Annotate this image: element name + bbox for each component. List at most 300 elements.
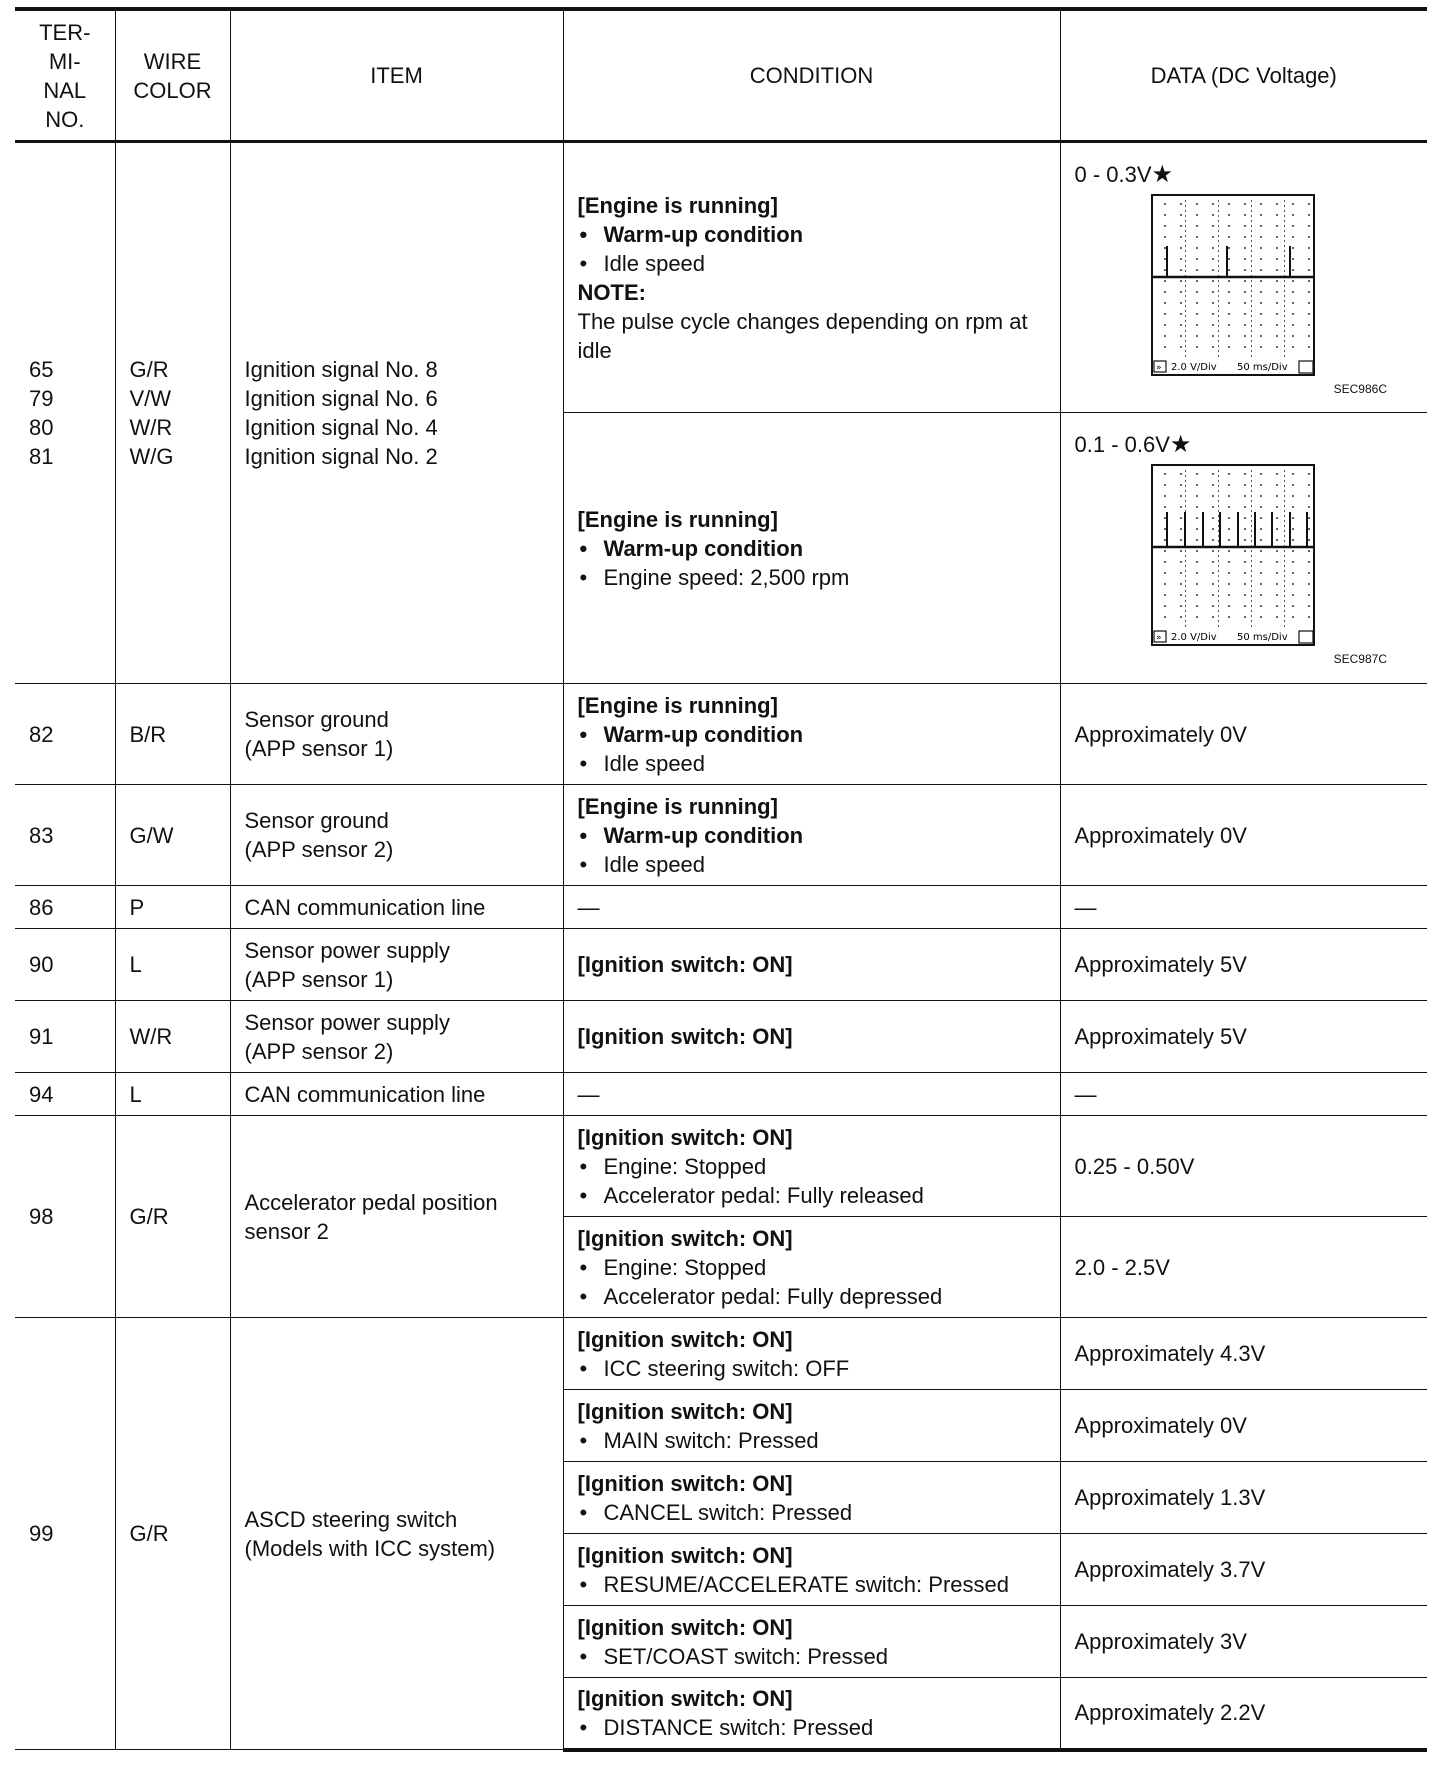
scope-grid-tick [1284,305,1285,307]
scope-grid-dot [1228,291,1230,293]
scope-grid-dot [1244,269,1246,271]
scope-grid-dot [1228,214,1230,216]
scope-grid-tick [1284,600,1285,602]
star-icon: ★ [1151,160,1174,188]
scope-grid-dot [1260,550,1262,552]
wire-color-cell: G/R V/W W/R W/G [115,142,230,684]
scope-grid-tick [1218,530,1219,532]
scope-grid-dot [1228,561,1230,563]
scope-grid-dot [1180,269,1182,271]
scope-grid-dot [1212,594,1214,596]
scope-grid-dot [1244,203,1246,205]
scope-grid-dot [1276,203,1278,205]
header-condition: CONDITION [563,9,1060,142]
scope-grid-dot [1228,335,1230,337]
scope-grid-tick [1185,300,1186,302]
scope-grid-tick [1185,355,1186,357]
scope-grid-dot [1308,324,1310,326]
scope-grid-tick [1218,480,1219,482]
scope-grid-dot [1308,335,1310,337]
scope-grid-tick [1284,250,1285,252]
scope-grid-tick [1251,475,1252,477]
scope-grid-tick [1218,600,1219,602]
scope-grid-tick [1284,530,1285,532]
data-cell [1060,413,1427,684]
data-cell: Approximately 2.2V [1060,1678,1427,1750]
scope-grid-tick [1185,490,1186,492]
scope-grid-dot [1196,214,1198,216]
scope-grid-dot [1292,258,1294,260]
scope-grid-tick [1218,615,1219,617]
scope-grid-tick [1251,485,1252,487]
scope-grid-dot [1228,539,1230,541]
scope-grid-dot [1164,346,1166,348]
scope-grid-dot [1244,605,1246,607]
scope-grid-dot [1308,561,1310,563]
scope-grid-dot [1260,572,1262,574]
condition-cell: [Engine is running] • Warm-up condition • Idle speed [563,684,1060,785]
wire-color-cell: L [115,929,230,1001]
scope-grid-tick [1218,215,1219,217]
scope-grid-dot [1212,550,1214,552]
scope-grid-dot [1228,269,1230,271]
scope-grid-tick [1284,585,1285,587]
scope-grid-dot [1212,203,1214,205]
scope-grid-dot [1212,583,1214,585]
scope-grid-dot [1228,346,1230,348]
scope-grid-tick [1284,485,1285,487]
scope-grid-tick [1218,255,1219,257]
scope-grid-dot [1212,517,1214,519]
scope-grid-dot [1244,539,1246,541]
scope-grid-tick [1284,295,1285,297]
scope-grid-tick [1185,245,1186,247]
scope-grid-dot [1180,583,1182,585]
scope-grid-tick [1218,245,1219,247]
scope-grid-dot [1308,506,1310,508]
scope-grid-tick [1251,210,1252,212]
condition-cell: — [563,886,1060,929]
data-cell: Approximately 4.3V [1060,1318,1427,1390]
item-cell: CAN communication line [230,1073,563,1116]
scope-grid-dot [1228,324,1230,326]
scope-grid-dot [1276,313,1278,315]
scope-grid-dot [1164,517,1166,519]
scope-grid-dot [1212,605,1214,607]
scope-grid-dot [1180,528,1182,530]
scope-grid-tick [1251,300,1252,302]
scope-grid-dot [1292,280,1294,282]
scope-grid-dot [1260,258,1262,260]
scope-grid-tick [1218,490,1219,492]
scope-grid-tick [1251,250,1252,252]
scope-grid-tick [1185,470,1186,472]
terminal-data-sheet [15,7,1427,1752]
star-icon: ★ [1169,431,1192,458]
scope-grid-tick [1284,345,1285,347]
scope-grid-tick [1251,240,1252,242]
scope-grid-tick [1251,270,1252,272]
scope-grid-tick [1185,230,1186,232]
scope-grid-dot [1244,550,1246,552]
header-item: ITEM [230,9,563,142]
scope-grid-tick [1185,335,1186,337]
scope-grid-dot [1196,324,1198,326]
scope-grid-tick [1218,240,1219,242]
scope-grid-dot [1260,225,1262,227]
scope-grid-dot [1260,280,1262,282]
svg-text:2.0 V/Div: 2.0 V/Div [1170,361,1217,373]
condition-cell: [Ignition switch: ON] • MAIN switch: Pressed [563,1390,1060,1462]
data-cell: Approximately 3.7V [1060,1534,1427,1606]
scope-grid-dot [1292,605,1294,607]
wire-color-cell: L [115,1073,230,1116]
scope-grid-tick [1185,350,1186,352]
scope-grid-tick [1251,315,1252,317]
scope-grid-tick [1185,560,1186,562]
scope-grid-dot [1308,539,1310,541]
scope-grid-tick [1251,595,1252,597]
scope-grid-dot [1292,561,1294,563]
scope-grid-dot [1260,236,1262,238]
scope-grid-tick [1218,580,1219,582]
scope-grid-dot [1260,561,1262,563]
scope-grid-tick [1284,330,1285,332]
scope-grid-dot [1164,473,1166,475]
scope-grid-tick [1251,605,1252,607]
header-data: DATA (DC Voltage) [1060,9,1427,142]
scope-grid-tick [1251,580,1252,582]
scope-grid-dot [1292,225,1294,227]
scope-grid-dot [1164,247,1166,249]
scope-grid-tick [1284,565,1285,567]
scope-grid-dot [1196,335,1198,337]
scope-grid-dot [1276,594,1278,596]
scope-grid-tick [1284,610,1285,612]
scope-grid-dot [1292,291,1294,293]
scope-grid-tick [1185,290,1186,292]
scope-grid-tick [1218,575,1219,577]
scope-grid-dot [1260,473,1262,475]
scope-grid-tick [1251,470,1252,472]
scope-grid-tick [1284,205,1285,207]
terminal-cell: 82 [15,684,115,785]
scope-grid-tick [1185,485,1186,487]
scope-grid-tick [1218,560,1219,562]
figure-code: SEC987C [1333,652,1387,666]
scope-grid-tick [1218,550,1219,552]
scope-grid-tick [1284,575,1285,577]
scope-grid-dot [1244,247,1246,249]
scope-grid-tick [1284,260,1285,262]
scope-grid-dot [1308,280,1310,282]
scope-grid-dot [1276,280,1278,282]
scope-grid-dot [1276,247,1278,249]
terminal-cell: 91 [15,1001,115,1073]
scope-grid-tick [1251,295,1252,297]
scope-grid-dot [1260,302,1262,304]
scope-grid-tick [1185,200,1186,202]
scope-grid-dot [1212,346,1214,348]
scope-grid-tick [1185,605,1186,607]
scope-grid-tick [1284,270,1285,272]
scope-grid-dot [1164,550,1166,552]
scope-grid-dot [1292,550,1294,552]
scope-grid-dot [1180,484,1182,486]
wire-color-cell: W/R [115,1001,230,1073]
condition-cell: [Ignition switch: ON] • Engine: Stopped • Accelerator pedal: Fully released [563,1116,1060,1217]
scope-grid-tick [1284,320,1285,322]
scope-grid-dot [1180,214,1182,216]
scope-grid-dot [1212,506,1214,508]
table-row [15,886,1427,929]
scope-grid-dot [1164,313,1166,315]
condition-cell: [Engine is running] • Warm-up condition • Engine speed: 2,500 rpm [563,413,1060,684]
scope-grid-dot [1308,484,1310,486]
scope-grid-tick [1284,595,1285,597]
wire-color-cell: G/W [115,785,230,886]
scope-grid-dot [1228,528,1230,530]
scope-grid-dot [1180,473,1182,475]
scope-grid-dot [1212,484,1214,486]
scope-grid-tick [1218,235,1219,237]
scope-grid-tick [1284,310,1285,312]
scope-grid-tick [1185,590,1186,592]
scope-grid-tick [1251,565,1252,567]
scope-grid-tick [1284,220,1285,222]
scope-grid-tick [1251,540,1252,542]
scope-grid-tick [1284,620,1285,622]
scope-grid-dot [1308,302,1310,304]
scope-grid-dot [1196,203,1198,205]
scope-grid-tick [1185,260,1186,262]
scope-grid-dot [1228,473,1230,475]
scope-grid-dot [1212,236,1214,238]
scope-grid-tick [1185,305,1186,307]
scope-grid-dot [1164,616,1166,618]
scope-grid-dot [1180,605,1182,607]
scope-grid-tick [1284,315,1285,317]
scope-grid-tick [1251,575,1252,577]
scope-grid-tick [1251,215,1252,217]
data-cell: — [1060,886,1427,929]
wire-color-cell: P [115,886,230,929]
scope-grid-dot [1260,313,1262,315]
scope-grid-tick [1185,250,1186,252]
scope-grid-tick [1185,285,1186,287]
scope-grid-dot [1228,247,1230,249]
scope-grid-dot [1260,583,1262,585]
scope-grid-dot [1212,561,1214,563]
scope-grid-dot [1180,225,1182,227]
oscilloscope-waveform-idle [1151,194,1315,376]
scope-grid-dot [1244,258,1246,260]
scope-grid-dot [1180,495,1182,497]
scope-grid-dot [1292,302,1294,304]
scope-grid-tick [1284,335,1285,337]
scope-grid-tick [1284,515,1285,517]
scope-grid-dot [1308,528,1310,530]
scope-grid-dot [1228,583,1230,585]
scope-grid-dot [1276,225,1278,227]
scope-grid-tick [1218,610,1219,612]
scope-grid-tick [1185,220,1186,222]
scope-grid-dot [1228,616,1230,618]
scope-grid-tick [1218,485,1219,487]
terminal-cell: 99 [15,1318,115,1750]
scope-grid-dot [1228,313,1230,315]
scope-grid-tick [1251,585,1252,587]
scope-grid-dot [1260,291,1262,293]
scope-grid-dot [1180,291,1182,293]
scope-grid-dot [1276,258,1278,260]
scope-grid-dot [1228,495,1230,497]
scope-grid-dot [1228,517,1230,519]
item-cell: CAN communication line [230,886,563,929]
scope-grid-dot [1212,335,1214,337]
scope-grid-dot [1276,335,1278,337]
scope-grid-dot [1292,583,1294,585]
header-terminal-no: TER- MI- NAL NO. [15,9,115,142]
scope-grid-tick [1185,325,1186,327]
scope-grid-dot [1308,594,1310,596]
item-cell: Sensor ground (APP sensor 1) [230,684,563,785]
scope-grid-tick [1218,350,1219,352]
scope-grid-tick [1185,495,1186,497]
scope-grid-dot [1292,484,1294,486]
scope-grid-dot [1292,247,1294,249]
scope-grid-dot [1260,346,1262,348]
condition-cell: [Ignition switch: ON] • ICC steering switch: OFF [563,1318,1060,1390]
scope-grid-dot [1180,594,1182,596]
scope-grid-tick [1284,550,1285,552]
scope-grid-dot [1244,225,1246,227]
svg-text:2.0 V/Div: 2.0 V/Div [1170,632,1217,643]
scope-grid-tick [1218,605,1219,607]
scope-grid-tick [1185,620,1186,622]
scope-grid-tick [1218,595,1219,597]
scope-grid-dot [1212,280,1214,282]
scope-grid-tick [1284,625,1285,627]
scope-grid-tick [1251,555,1252,557]
condition-cell: [Ignition switch: ON] • RESUME/ACCELERATE switch: Pressed [563,1534,1060,1606]
scope-grid-dot [1244,616,1246,618]
scope-grid-dot [1228,484,1230,486]
scope-grid-tick [1218,295,1219,297]
scope-grid-tick [1251,490,1252,492]
wire-color-cell: G/R [115,1116,230,1318]
scope-grid-dot [1260,484,1262,486]
scope-grid-tick [1284,615,1285,617]
scope-grid-dot [1276,269,1278,271]
scope-grid-dot [1260,247,1262,249]
scope-grid-dot [1292,506,1294,508]
scope-grid-tick [1218,495,1219,497]
scope-grid-tick [1218,250,1219,252]
scope-grid-dot [1276,572,1278,574]
scope-grid-dot [1244,291,1246,293]
scope-grid-tick [1185,555,1186,557]
scope-grid-tick [1284,520,1285,522]
scope-grid-tick [1284,535,1285,537]
scope-grid-dot [1244,517,1246,519]
scope-grid-dot [1276,302,1278,304]
scope-grid-dot [1308,313,1310,315]
scope-grid-dot [1260,269,1262,271]
scope-grid-dot [1196,561,1198,563]
data-cell: — [1060,1073,1427,1116]
svg-text:50 ms/Div: 50 ms/Div [1236,632,1288,643]
scope-grid-tick [1218,555,1219,557]
scope-grid-dot [1292,324,1294,326]
scope-grid-tick [1251,320,1252,322]
scope-grid-dot [1212,214,1214,216]
scope-grid-dot [1260,506,1262,508]
scope-grid-dot [1260,539,1262,541]
scope-grid-tick [1218,290,1219,292]
scope-grid-dot [1212,302,1214,304]
scope-grid-tick [1218,570,1219,572]
scope-grid-tick [1185,215,1186,217]
scope-grid-dot [1180,236,1182,238]
scope-grid-dot [1292,269,1294,271]
scope-grid-tick [1185,510,1186,512]
scope-grid-tick [1218,470,1219,472]
scope-grid-dot [1276,539,1278,541]
scope-grid-dot [1196,495,1198,497]
scope-grid-dot [1196,258,1198,260]
scope-grid-dot [1164,291,1166,293]
scope-grid-tick [1251,285,1252,287]
scope-grid-tick [1218,590,1219,592]
scope-grid-dot [1228,550,1230,552]
scope-grid-dot [1212,291,1214,293]
scope-grid-tick [1284,490,1285,492]
scope-grid-dot [1212,473,1214,475]
scope-grid-dot [1228,258,1230,260]
scope-grid-tick [1251,335,1252,337]
scope-grid-dot [1196,517,1198,519]
item-cell: Ignition signal No. 8 Ignition signal No. 6 Ignition signal No. 4 Ignition signal No. 2 [230,142,563,684]
scope-grid-dot [1164,236,1166,238]
scope-grid-dot [1180,258,1182,260]
scope-grid-dot [1276,605,1278,607]
scope-grid-dot [1276,528,1278,530]
scope-grid-dot [1292,335,1294,337]
scope-grid-dot [1292,616,1294,618]
scope-grid-dot [1180,346,1182,348]
scope-grid-tick [1284,290,1285,292]
scope-grid-tick [1218,285,1219,287]
scope-grid-tick [1185,280,1186,282]
scope-grid-dot [1260,528,1262,530]
scope-grid-dot [1164,484,1166,486]
scope-grid-dot [1292,313,1294,315]
scope-grid-tick [1251,590,1252,592]
scope-grid-tick [1284,470,1285,472]
scope-grid-dot [1212,258,1214,260]
data-cell: Approximately 3V [1060,1606,1427,1678]
scope-grid-tick [1251,330,1252,332]
scope-grid-tick [1185,500,1186,502]
scope-grid-dot [1228,203,1230,205]
scope-grid-tick [1218,500,1219,502]
scope-grid-tick [1284,325,1285,327]
scope-grid-tick [1185,505,1186,507]
scope-grid-dot [1308,214,1310,216]
condition-cell: [Ignition switch: ON] • SET/COAST switch: Pressed [563,1606,1060,1678]
scope-grid-tick [1284,505,1285,507]
